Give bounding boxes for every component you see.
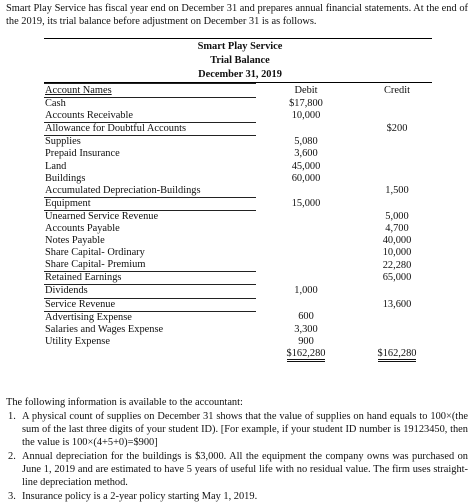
table-row xyxy=(44,298,438,311)
account-name-cell: Allowance for Doubtful Accounts xyxy=(44,123,256,136)
credit-cell xyxy=(356,110,438,123)
info-notes-list xyxy=(6,410,468,503)
account-name-cell: Land xyxy=(45,160,67,172)
credit-cell: 40,000 xyxy=(382,235,412,247)
debit-cell xyxy=(256,185,356,198)
table-row xyxy=(44,272,438,285)
account-name-cell: Prepaid Insurance xyxy=(45,148,120,160)
info-note xyxy=(6,450,468,489)
credit-cell: 4,700 xyxy=(385,222,409,234)
debit-cell xyxy=(256,223,356,235)
debit-cell xyxy=(256,123,356,136)
debit-cell: 900 xyxy=(298,335,314,347)
table-row xyxy=(44,311,438,324)
credit-cell xyxy=(356,98,438,111)
credit-cell: 5,000 xyxy=(385,210,409,222)
account-name-cell: Dividends xyxy=(45,285,88,297)
debit-cell: 15,000 xyxy=(291,197,321,209)
credit-cell xyxy=(356,148,438,160)
credit-cell: 65,000 xyxy=(382,272,412,284)
debit-cell: 10,000 xyxy=(291,110,321,122)
note-text: Annual depreciation for the buildings is $3,000. All the equipment the company owns was purchased on June 1, 2019 and are estimated to have 5 years of useful life with no residual value. The firm uses straight-line depreciation method. xyxy=(22,451,468,488)
credit-cell xyxy=(356,285,438,298)
account-name-cell: Service Revenue xyxy=(44,298,256,311)
table-row xyxy=(44,259,438,272)
debit-cell: 3,300 xyxy=(294,323,318,335)
debit-cell: $17,800 xyxy=(289,97,323,109)
credit-cell xyxy=(356,160,438,172)
table-row xyxy=(44,185,438,198)
debit-cell: 1,000 xyxy=(294,285,318,297)
note-text: Insurance policy is a 2-year policy starting May 1, 2019. xyxy=(22,491,258,502)
account-name-cell: Accumulated Depreciation-Buildings xyxy=(45,184,201,196)
table-header-row xyxy=(44,84,438,98)
account-names-label: Account Names xyxy=(45,84,112,96)
table-row xyxy=(44,123,438,136)
debit-cell: 60,000 xyxy=(291,172,321,184)
table-row xyxy=(44,223,438,235)
table-row xyxy=(44,285,438,298)
credit-cell: 13,600 xyxy=(382,298,412,310)
debit-cell xyxy=(256,298,356,311)
table-row xyxy=(44,98,438,111)
credit-cell xyxy=(356,136,438,149)
account-name-cell: Supplies xyxy=(45,136,81,148)
credit-cell: 10,000 xyxy=(382,247,412,259)
debit-cell: 3,600 xyxy=(294,148,318,160)
table-row xyxy=(44,324,438,336)
table-row xyxy=(44,148,438,160)
debit-cell xyxy=(256,235,356,247)
company-name: Smart Play Service xyxy=(197,41,283,52)
account-name-cell: Retained Earnings xyxy=(44,272,256,285)
credit-cell: $200 xyxy=(386,123,408,135)
account-name-cell: Utility Expense xyxy=(45,335,110,347)
note-number: 2. xyxy=(8,451,16,462)
column-header-debit: Debit xyxy=(294,84,318,96)
account-name-cell: Share Capital- Premium xyxy=(45,259,146,271)
intro-paragraph: Smart Play Service has fiscal year end on December 31 and prepares annual financial statements. At the end of the 2019, its trial balance before adjustment on December 31 is as follows. xyxy=(6,3,468,27)
note-number: 1. xyxy=(8,411,16,422)
total-debit-cell xyxy=(256,348,356,360)
totals-row xyxy=(44,348,438,360)
table-row xyxy=(44,210,438,223)
table-row xyxy=(44,247,438,259)
total-credit-value: $162,280 xyxy=(378,348,417,362)
account-name-cell: Unearned Service Revenue xyxy=(45,210,159,222)
credit-cell xyxy=(356,324,438,336)
account-name-cell: Accounts Receivable xyxy=(45,110,133,122)
statement-title: Trial Balance xyxy=(210,55,270,66)
total-credit-cell xyxy=(356,348,438,360)
note-text: A physical count of supplies on December 31 shows that the value of supplies on hand equals to 100×(the sum of the last three digits of your student ID). [For example, if your student ID number is 19123450, then the value is 100×(4+5+0)=$900] xyxy=(22,411,468,448)
table-row xyxy=(44,136,438,149)
debit-cell xyxy=(256,259,356,272)
account-name-cell: Buildings xyxy=(45,172,86,184)
account-name-cell: Equipment xyxy=(44,197,256,210)
credit-cell xyxy=(356,197,438,210)
total-debit-value: $162,280 xyxy=(287,348,326,362)
debit-cell xyxy=(256,272,356,285)
account-name-cell: Accounts Payable xyxy=(45,222,120,234)
info-title: The following information is available to the accountant: xyxy=(6,397,243,408)
table-row xyxy=(44,235,438,247)
account-name-cell: Notes Payable xyxy=(45,235,105,247)
account-name-cell: Salaries and Wages Expense xyxy=(45,323,164,335)
credit-cell xyxy=(356,173,438,185)
column-header-account-names xyxy=(44,84,256,98)
debit-cell: 600 xyxy=(298,311,314,323)
table-row xyxy=(44,197,438,210)
info-note xyxy=(6,410,468,449)
header-top-rule xyxy=(44,38,432,39)
statement-date: December 31, 2019 xyxy=(198,69,282,80)
note-number: 3. xyxy=(8,491,16,502)
credit-cell xyxy=(356,336,438,348)
debit-cell xyxy=(256,247,356,259)
trial-balance-header xyxy=(170,40,310,82)
totals-label-cell xyxy=(44,348,256,360)
table-row xyxy=(44,173,438,185)
table-row xyxy=(44,160,438,172)
credit-cell: 1,500 xyxy=(385,184,409,196)
table-row xyxy=(44,336,438,348)
info-note xyxy=(6,490,468,503)
debit-cell: 5,080 xyxy=(294,136,318,148)
credit-cell xyxy=(356,311,438,324)
credit-cell: 22,280 xyxy=(382,259,412,271)
account-name-cell: Advertising Expense xyxy=(45,311,132,323)
debit-cell: 45,000 xyxy=(291,160,321,172)
trial-balance-table xyxy=(44,83,438,360)
info-section xyxy=(6,396,468,504)
table-row xyxy=(44,110,438,123)
account-name-cell: Share Capital- Ordinary xyxy=(45,247,145,259)
account-name-cell: Cash xyxy=(45,98,66,110)
debit-cell xyxy=(256,210,356,223)
column-header-credit: Credit xyxy=(384,84,410,96)
